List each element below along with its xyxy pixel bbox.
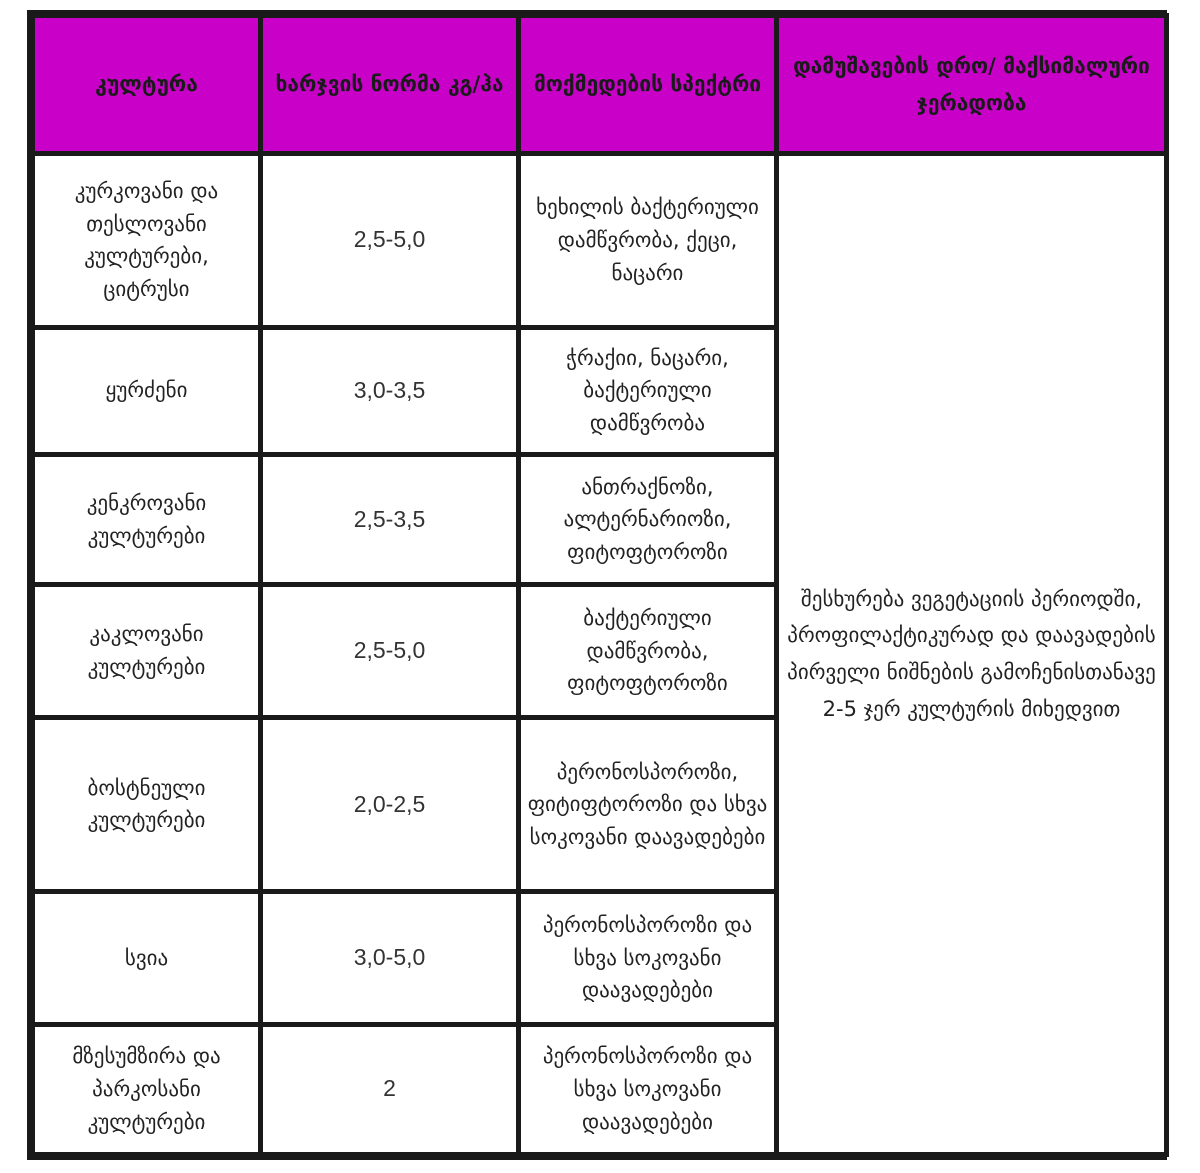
rate-cell: 2,5-5,0 xyxy=(261,154,519,328)
crop-cell: კენკროვანი კულტურები xyxy=(33,454,261,584)
header-timing: დამუშავების დრო/ მაქსიმალური ჯერადობა xyxy=(777,16,1167,154)
spectrum-cell: ჭრაქიი, ნაცარი, ბაქტერიული დამწვრობა xyxy=(519,327,777,454)
crop-cell: ყურძენი xyxy=(33,327,261,454)
spectrum-cell: პერონოსპოროზი და სხვა სოკოვანი დაავადებები xyxy=(519,892,777,1024)
rate-cell: 2,0-2,5 xyxy=(261,717,519,892)
crop-cell: სვია xyxy=(33,892,261,1024)
crop-cell: ბოსტნეული კულტურები xyxy=(33,717,261,892)
header-spectrum: მოქმედების სპექტრი xyxy=(519,16,777,154)
spectrum-cell: ხეხილის ბაქტერიული დამწვრობა, ქეცი, ნაცარი xyxy=(519,154,777,328)
header-rate: ხარჯვის ნორმა კგ/ჰა xyxy=(261,16,519,154)
timing-cell: შესხურება ვეგეტაციის პერიოდში, პროფილაქტიკურად და დაავადების პირველი ნიშნების გამოჩენისთანავე 2-5 ჯერ კულტურის მიხედვით xyxy=(777,154,1167,1155)
crop-cell: კურკოვანი და თესლოვანი კულტურები, ციტრუსი xyxy=(33,154,261,328)
rate-cell: 2 xyxy=(261,1024,519,1154)
rate-cell: 3,0-3,5 xyxy=(261,327,519,454)
rate-cell: 3,0-5,0 xyxy=(261,892,519,1024)
table-row xyxy=(33,154,1167,328)
crop-cell: მზესუმზირა და პარკოსანი კულტურები xyxy=(33,1024,261,1154)
fungicide-application-table-frame xyxy=(27,10,1167,1160)
header-crop: კულტურა xyxy=(33,16,261,154)
crop-cell: კაკლოვანი კულტურები xyxy=(33,585,261,717)
spectrum-cell: პერონოსპოროზი და სხვა სოკოვანი დაავადებები xyxy=(519,1024,777,1154)
spectrum-cell: ანთრაქნოზი, ალტერნარიოზი, ფიტოფტოროზი xyxy=(519,454,777,584)
spectrum-cell: პერონოსპოროზი, ფიტიფტოროზი და სხვა სოკოვანი დაავადებები xyxy=(519,717,777,892)
rate-cell: 2,5-5,0 xyxy=(261,585,519,717)
fungicide-application-table xyxy=(30,13,1169,1157)
table-header-row xyxy=(33,16,1167,154)
spectrum-cell: ბაქტერიული დამწვრობა, ფიტოფტოროზი xyxy=(519,585,777,717)
rate-cell: 2,5-3,5 xyxy=(261,454,519,584)
